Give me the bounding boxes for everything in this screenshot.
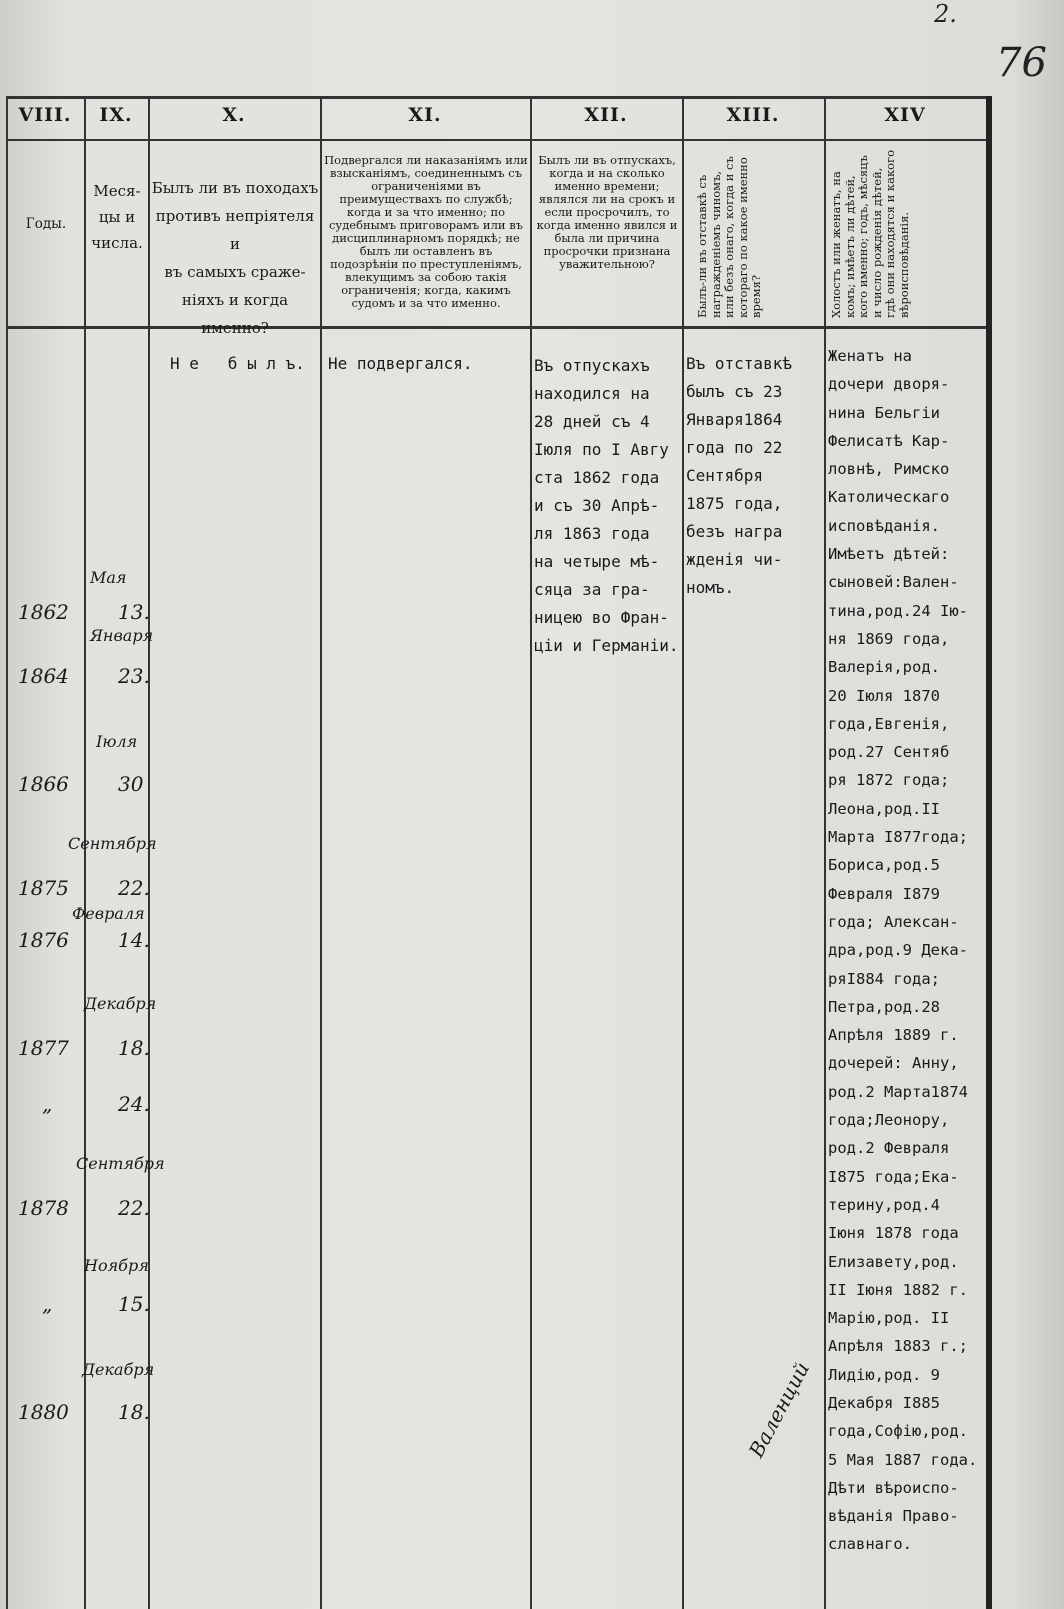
sheet-mark: 2. [934,0,957,28]
column-divider [824,96,826,1609]
penalties-entry: Не подвергался. [328,354,473,373]
header-months-days: Меся- цы и числа. [91,182,143,252]
date-day: 13. [118,600,150,624]
column-number-viii: VIII. [18,104,72,126]
date-month: Сентября [76,1154,165,1173]
date-day: 18. [118,1036,150,1060]
date-year: 1875 [18,876,69,900]
date-year: 1876 [18,928,69,952]
column-divider [682,96,684,1609]
date-month: Декабря [82,1360,155,1379]
date-year-ditto: „ [42,1292,53,1316]
column-divider [320,96,322,1609]
family-entry: Женатъ на дочери дворя- нина Бельгіи Фелисатѣ Кар- ловнѣ, Римско Католическаго исповѣданія. Имѣетъ дѣтей: сыновей:Вален- тина,род.24 Ію- ня 1869 года, Валерія,род. 20 Іюля 1870 года,Евгенія, род.27 Сентяб ря 1872 года; Леона,род.II Марта I877года; Бориса,род.5 Февраля I879 года; Алексан- дра,род.9 Дека- ряI884 года; Петра,род.28 Апрѣля 1889 г. дочерей: Анну, род.2 Марта1874 года;Леонору, род.2 Февраля I875 года;Ека- терину,род.4 Іюня 1878 года Елизавету,род. II Іюня 1882 г. Марію,род. II Апрѣля 1883 г.; Лидію,род. 9 Декабря I885 года,Софію,род. 5 Мая 1887 года. Дѣти вѣроиспо- вѣданія Право- славнаго. [828,347,978,1554]
date-day: 22. [118,1196,150,1220]
date-month: Сентября [68,834,157,853]
date-month: Декабря [84,994,157,1013]
date-day: 24. [118,1092,150,1116]
column-number-x: X. [222,104,246,126]
date-day: 30 [118,772,144,796]
date-month: Февраля [72,904,145,923]
date-year: 1878 [18,1196,69,1220]
date-day: 15. [118,1292,150,1316]
date-year: 1866 [18,772,69,796]
leaves-entry: Въ отпускахъ находился на 28 дней съ 4 Іюля по I Авгу ста 1862 года и съ 30 Апрѣ- ля 1863 года на четыре мѣ- сяца за гра- ницею во Фран- ціи и Германіи. [534,356,679,655]
date-day: 23. [118,664,150,688]
column-number-xii: XII. [584,104,628,126]
date-day: 14. [118,928,150,952]
header-retirement: Былъ-ли въ отставкѣ съ награжденіемъ чиномъ, или безъ онаго, когда и съ котораго по какое именно время? [695,156,764,318]
header-years: Годы. [25,216,67,232]
date-month: Мая [90,568,127,587]
date-year: 1880 [18,1400,69,1424]
column-number-xiv: XIV [884,104,926,126]
date-year: 1864 [18,664,69,688]
table-top-rule [6,96,986,99]
date-day: 22. [118,876,150,900]
date-year-ditto: „ [42,1092,53,1116]
date-year: 1877 [18,1036,69,1060]
campaigns-entry: Н е б ы л ъ. [170,354,305,373]
header-penalties: Подвергался ли наказаніямъ или взысканіямъ, соединеннымъ съ ограниченіями въ преимуществахъ по службѣ; когда и за что именно; по судебнымъ приговорамъ или въ дисциплинарномъ порядкѣ; не былъ ли оставленъ въ подозрѣніи по преступленіямъ, влекущимъ за собою такія ограниченія; когда, какимъ судомъ и за что именно. [324,153,528,310]
date-day: 18. [118,1400,150,1424]
header-family: Холостъ или женатъ, на комъ; имѣетъ ли дѣтей, кого именно; годъ, мѣсяцъ и число рожденія дѣтей, гдѣ они находятся и какого вѣроисповѣданія. [829,149,911,318]
date-month: Января [90,626,154,645]
folio-number: 76 [996,40,1047,86]
column-number-xi: XI. [408,104,442,126]
header-leaves: Былъ ли въ отпускахъ, когда и на сколько именно времени; являлся ли на срокъ и если просрочилъ, то когда именно явился и была ли причина просрочки признана уважительною? [536,153,678,271]
column-number-ix: IX. [99,104,133,126]
header-campaigns: Былъ ли въ походахъ противъ непріятеля и въ самыхъ сраже- ніяхъ и когда именно? [151,179,319,337]
date-month: Ноября [84,1256,149,1275]
service-record-table [6,96,986,1609]
handwritten-signature: Валенций [744,1358,815,1462]
column-divider [530,96,532,1609]
column-number-rule [6,139,986,141]
retirement-entry: Въ отставкѣ былъ съ 23 Января1864 года по 22 Сентября 1875 года, безъ награ жденія чи- номъ. [686,354,792,597]
date-year: 1862 [18,600,69,624]
date-month: Іюля [96,732,138,751]
column-number-xiii: XIII. [726,104,780,126]
column-divider [6,96,8,1609]
